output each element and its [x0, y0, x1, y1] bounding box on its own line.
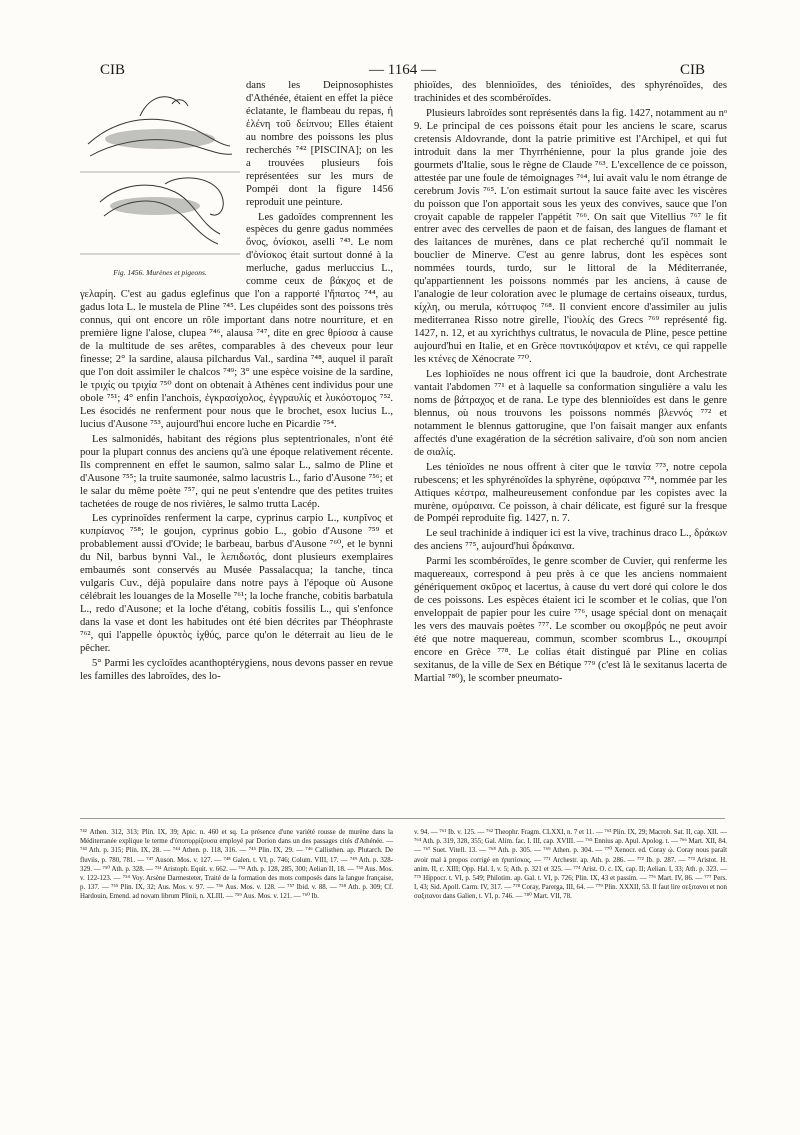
left-paragraph-1: dans les Deipnosophistes d'Athénée, étaient en effet la pièce éclatante, le flambeau du repas, ἡ ἑλένη τοῦ δείπνου; Elles étaient au nombre des poissons les plus recherchés ⁷⁴² [PISCINA]; on les a trouvées plusieurs fois représentées sur les murs de Pompéi dont la figure 1456 reproduit une peinture. — [246, 80, 393, 208]
left-column — [80, 80, 393, 684]
header-right: CIB — [679, 62, 705, 78]
eel-illustration — [80, 84, 240, 264]
footnotes-left: ⁷⁴² Athen. 312, 313; Plin. IX, 39; Apic. n. 460 et sq. La présence d'une variété rousse de murène dans la Méditerranée explique le terme d'ὑποπυρρίζουσα employé par Dorion dans un des passages cités d'Athénée. — ⁷⁴³ Ath. p. 315; Plin. IX, 28. — ⁷⁴⁴ Athen. p. 118, 316. — ⁷⁴⁵ Plin. IX, 29. — ⁷⁴⁶ Callisthen. ap. Plutarch. De fluviis, p. 780, 781. — ⁷⁴⁷ Auson. Mos. v. 127. — ⁷⁴⁸ Galen. t. VI, p. 746; Colum. VIII, 17. — ⁷⁴⁹ Ath. p. 328-329. — ⁷⁵⁰ Ath. p. 328. — ⁷⁵¹ Aristoph. Equit. v. 662. — ⁷⁵² Ath. p. 128, 285, 300; Aelian II, 18. — ⁷⁵³ Aus. Mos. v. 122-123. — ⁷⁵⁴ Voy. Arsène Darmesteter, Traité de la formation des mots composés dans la langue française, p. 137. — ⁷⁵⁵ Plin. IX, 32; Aus. Mos. v. 97. — ⁷⁵⁶ Aus. Mos. v. 128. — ⁷⁵⁷ Ibid. v. 88. — ⁷⁵⁸ Ath. p. 309; Cf. Hardouin, Emend. ad novam librum Plinii, n. XLIII. — ⁷⁵⁹ Aus. Mos. v. 121. — ⁷⁶⁰ Ib. — [80, 829, 393, 901]
right-paragraph-3: Les lophioïdes ne nous offrent ici que la baudroie, dont Archestrate vantait l'abdomen ⁷⁷¹ et à laquelle sa conformation singulière a valu les noms de βάτραχος et de rana. Le type des blennioïdes est dans le genre blennus, où nous trouvons les poissons nommés βλεννός ⁷⁷² et notamment le blennus gattorugine, que l'on faisait manger aux enfants affectés d'une exagération de la sécrétion salivaire, d'où son nom ancien de σιαλίς. — [414, 368, 727, 458]
right-column — [414, 80, 727, 686]
figure-caption: Fig. 1456. Murènes et pigeons. — [113, 268, 207, 278]
left-paragraph-5: 5° Parmi les cycloïdes acanthoptérygiens, nous devons passer en revue les familles des labroïdes, des lo- — [80, 657, 393, 682]
footnotes-right: v. 94. — ⁷⁶¹ Ib. v. 125. — ⁷⁶² Theophr. Fragm. CLXXI, n. 7 et 11. — ⁷⁶³ Plin. IX, 29; Macrob. Sat. II, cap. XII. — ⁷⁶⁴ Ath. p. 319, 328, 355; Gal. Alim. fac. I. III, cap. XVIII. — ⁷⁶⁵ Ennius ap. Apul. Apolog. t. — ⁷⁶⁶ Mart. XII, 84. — ⁷⁶⁷ Suet. Vitell. 13. — ⁷⁶⁸ Ath. p. 305. — ⁷⁶⁹ Athen. p. 304. — ⁷⁷⁰ Xenocr. ed. Coray ᾠ. Coray nous paraît avoir mal à propos corrigé en ἡπατίσκος. — ⁷⁷¹ Archestr. ap. Ath. p. 286. — ⁷⁷² Ib. p. 287. — ⁷⁷³ Aristot. H. anim. II, c. XIII; Opp. Hal. I, v. 5; Ath. p. 321 et 325. — ⁷⁷⁴ Arist. O. c. IX, cap. II; Aelian. I, 33; Ath. p. 323. — ⁷⁷⁵ Hippocr. t. VI, p. 549; Philotim. ap. Gal. t. VI, p. 726; Plin. IX, 43 et passim. — ⁷⁷⁶ Mart. IV, 86. — ⁷⁷⁷ Pers. I, 43; Sid. Apoll. Carm. IV, 317. — ⁷⁷⁸ Coray, Parerga, III, 64. — ⁷⁷⁹ Plin. XXXII, 53. Il faut lire σεξιτανοι et non σαξιτανοι dans Galien, t. VI, p. 746. — ⁷⁸⁰ Mart. VII, 78. — [414, 829, 727, 901]
right-paragraph-4: Les ténioïdes ne nous offrent à citer que le ταινία ⁷⁷³, notre cepola rubescens; et les sphyrénoïdes la sphyrène, σφύραινα ⁷⁷⁴, nommée par les Attiques κέστρα, malheureusement confondue par les copistes avec la murène, σμύραινα. Ce poisson, à chair délicate, est figuré sur la fresque de Pompéi reproduite fig. 1427, n. 7. — [414, 461, 727, 525]
page-number: — 1164 — — [369, 62, 436, 78]
figure-moray-eels-and-pigeons — [80, 84, 240, 280]
left-paragraph-2: Les gadoïdes comprennent les espèces du genre gadus nommées ὄνος, ὀνίσκοι, aselli ⁷⁴³. Le nom d'ὀνίσκος était surtout donné à la merluche, gadus merluccius L., comme ceux de βάκχος et de γελαρίη. C'est au gadus eglefinus que l'on a rapporté l'ἥπατος ⁷⁴⁴, au gadus lota L. le mustela de Pline ⁷⁴⁵. Les clupéides sont des poissons très connus, qui ont encore un rôle important dans notre nourriture, et en première ligne l'alose, clupea ⁷⁴⁶, alausa ⁷⁴⁷, dite en grec θρίσσα à cause de la multitude de ses arêtes, comparables à des cheveux pour leur finesse; 2° la sardine, alausa pilchardus Val., sardina ⁷⁴⁸, auquel il paraît que l'on doit assimiler le chalcos ⁷⁴⁹; 3° une espèce voisine de la sardine, le τριχίς ou τριχία ⁷⁵⁰ dont on obtenait à Athènes cent individus pour une obole ⁷⁵¹; 4° enfin l'anchois, ἐγκρασίχολος, ἐγγραυλίς et λυκόστομος ⁷⁵². Les ésocidés ne renferment pour nous que le brochet, esox lucius L., lucius d'Ausone ⁷⁵³, aujourd'hui encore luche en Picardie ⁷⁵⁴. — [80, 211, 393, 430]
right-paragraph-6: Parmi les scombéroïdes, le genre scomber de Cuvier, qui renferme les maquereaux, correspond à peu près à ce que les anciens nommaient génériquement σκῦρος et lacertus, à cause du vert doré qui colore le dos de ces poissons. Les espèces étaient ici le scomber et le colias, que l'on enveloppait de papier pour les cuire ⁷⁷⁶, usage spécial dont on menaçait les vers des mauvais poètes ⁷⁷⁷. Le scomber ou σκομβρός ne peut avoir été que notre maquereau, commun, scomber scombrus L., σκουμπρί encore en Grèce ⁷⁷⁸. Le colias était distingué par Pline en colias sexitanus, de la ville de Sex en Bétique ⁷⁷⁹ (c'est là le sexitanus lacerta de Martial ⁷⁸⁰), le scomber pneumato- — [414, 556, 727, 684]
right-paragraph-5: Le seul trachinide à indiquer ici est la vive, trachinus draco L., δράκων des anciens ⁷⁷⁵, aujourd'hui δράκαινα. — [414, 528, 727, 553]
right-paragraph-2: Plusieurs labroïdes sont représentés dans la fig. 1427, notamment au nᵒ 9. Le principal de ces poissons était pour les anciens le scare, scarus cretensis Aldovrande, dont la patrie primitive est l'Archipel, et qui fut introduit dans la mer Thyrrhénienne, pour la plus grande joie des gourmets d'Italie, sous le règne de Claude ⁷⁶³. L'excellence de ce poisson, attestée par une foule de témoignages ⁷⁶⁴, lui avait valu le nom étrange de cerebrum Jovis ⁷⁶⁵. L'on estimait surtout la sauce faite avec les viscères du poisson que l'on apportait sous les yeux des convives, sauce que l'on croyait capable de rappeler l'appétit ⁷⁶⁶. On sait que Vitellius ⁷⁶⁷ le fit entrer avec des cervelles de paon et de faisan, des langues de flamant et des laitances de murènes, dans ce plat recherché qu'il nommait le bouclier de Minerve. C'est au genre labrus, dont les espèces sont nommées tourds, turdo, sur le littoral de la Méditerranée, qu'appartiennent les poissons nommés par les anciens, à cause de l'analogie de leur coloration avec le plumage de certains oiseaux, turdus, κίχλη, ou merula, κόττυφος ⁷⁶⁸. Il convient encore d'assimiler au julis mediterranea Risso notre girelle, l'ἰουλίς des Grecs ⁷⁶⁹ représenté fig. 1427, n. 12, et au xyrichthys cultratus, le novacula de Pline, pesce pettine aujourd'hui en Italie, et en Grèce ποντικόψαρον et κτένι, ce qui rappelle les κτένες de Xénocrate ⁷⁷⁰. — [414, 107, 727, 366]
footnote-separator — [80, 818, 725, 819]
running-header — [80, 62, 725, 82]
header-left: CIB — [100, 62, 126, 78]
left-paragraph-4: Les cyprinoïdes renferment la carpe, cyprinus carpio L., κυπρῖνος et κυπρίανος ⁷⁵⁸; le goujon, cyprinus gobio L., gobio d'Ausone ⁷⁵⁹ et probablement aussi d'Ovide; le barbeau, barbus d'Ausone ⁷⁶⁰, et le bynni du Nil, barbus bynni Val., le λεπιδωτός, dont plusieurs exemplaires embaumés sont conservés au Musée Passalacqua; la tanche, tinca vulgaris Cuv., déjà populaire dans notre pays à l'époque où Ausone célébrait les louanges de la Moselle ⁷⁶¹; la loche franche, cobitis barbatula L., redo d'Ausone; et la loche d'étang, cobitis fossilis L., qui s'enfonce dans la vase et dont les habitudes ont été bien décrites par Théophraste ⁷⁶², qui l'appelle ὀρυκτὸς ἰχθύς, parce qu'on le déterrait au lieu de le pêcher. — [80, 513, 393, 654]
left-paragraph-3: Les salmonidés, habitant des régions plus septentrionales, n'ont été pour la plupart connus des anciens qu'à une époque relativement récente. Ils comprennent en effet le saumon, salmo salar L., salmo de Pline et d'Ausone ⁷⁵⁵; la truite saumonée, salmo lacustris L., fario d'Ausone ⁷⁵⁶; et le salar du même poète ⁷⁵⁷, qui ne peut s'entendre que des petites truites tachetées de rouge de nos rivières, le salmo trutta Lacép. — [80, 433, 393, 510]
right-paragraph-1: phioïdes, des blennioïdes, des ténioïdes, des sphyrénoïdes, des trachinides et des scombéroïdes. — [414, 80, 727, 104]
